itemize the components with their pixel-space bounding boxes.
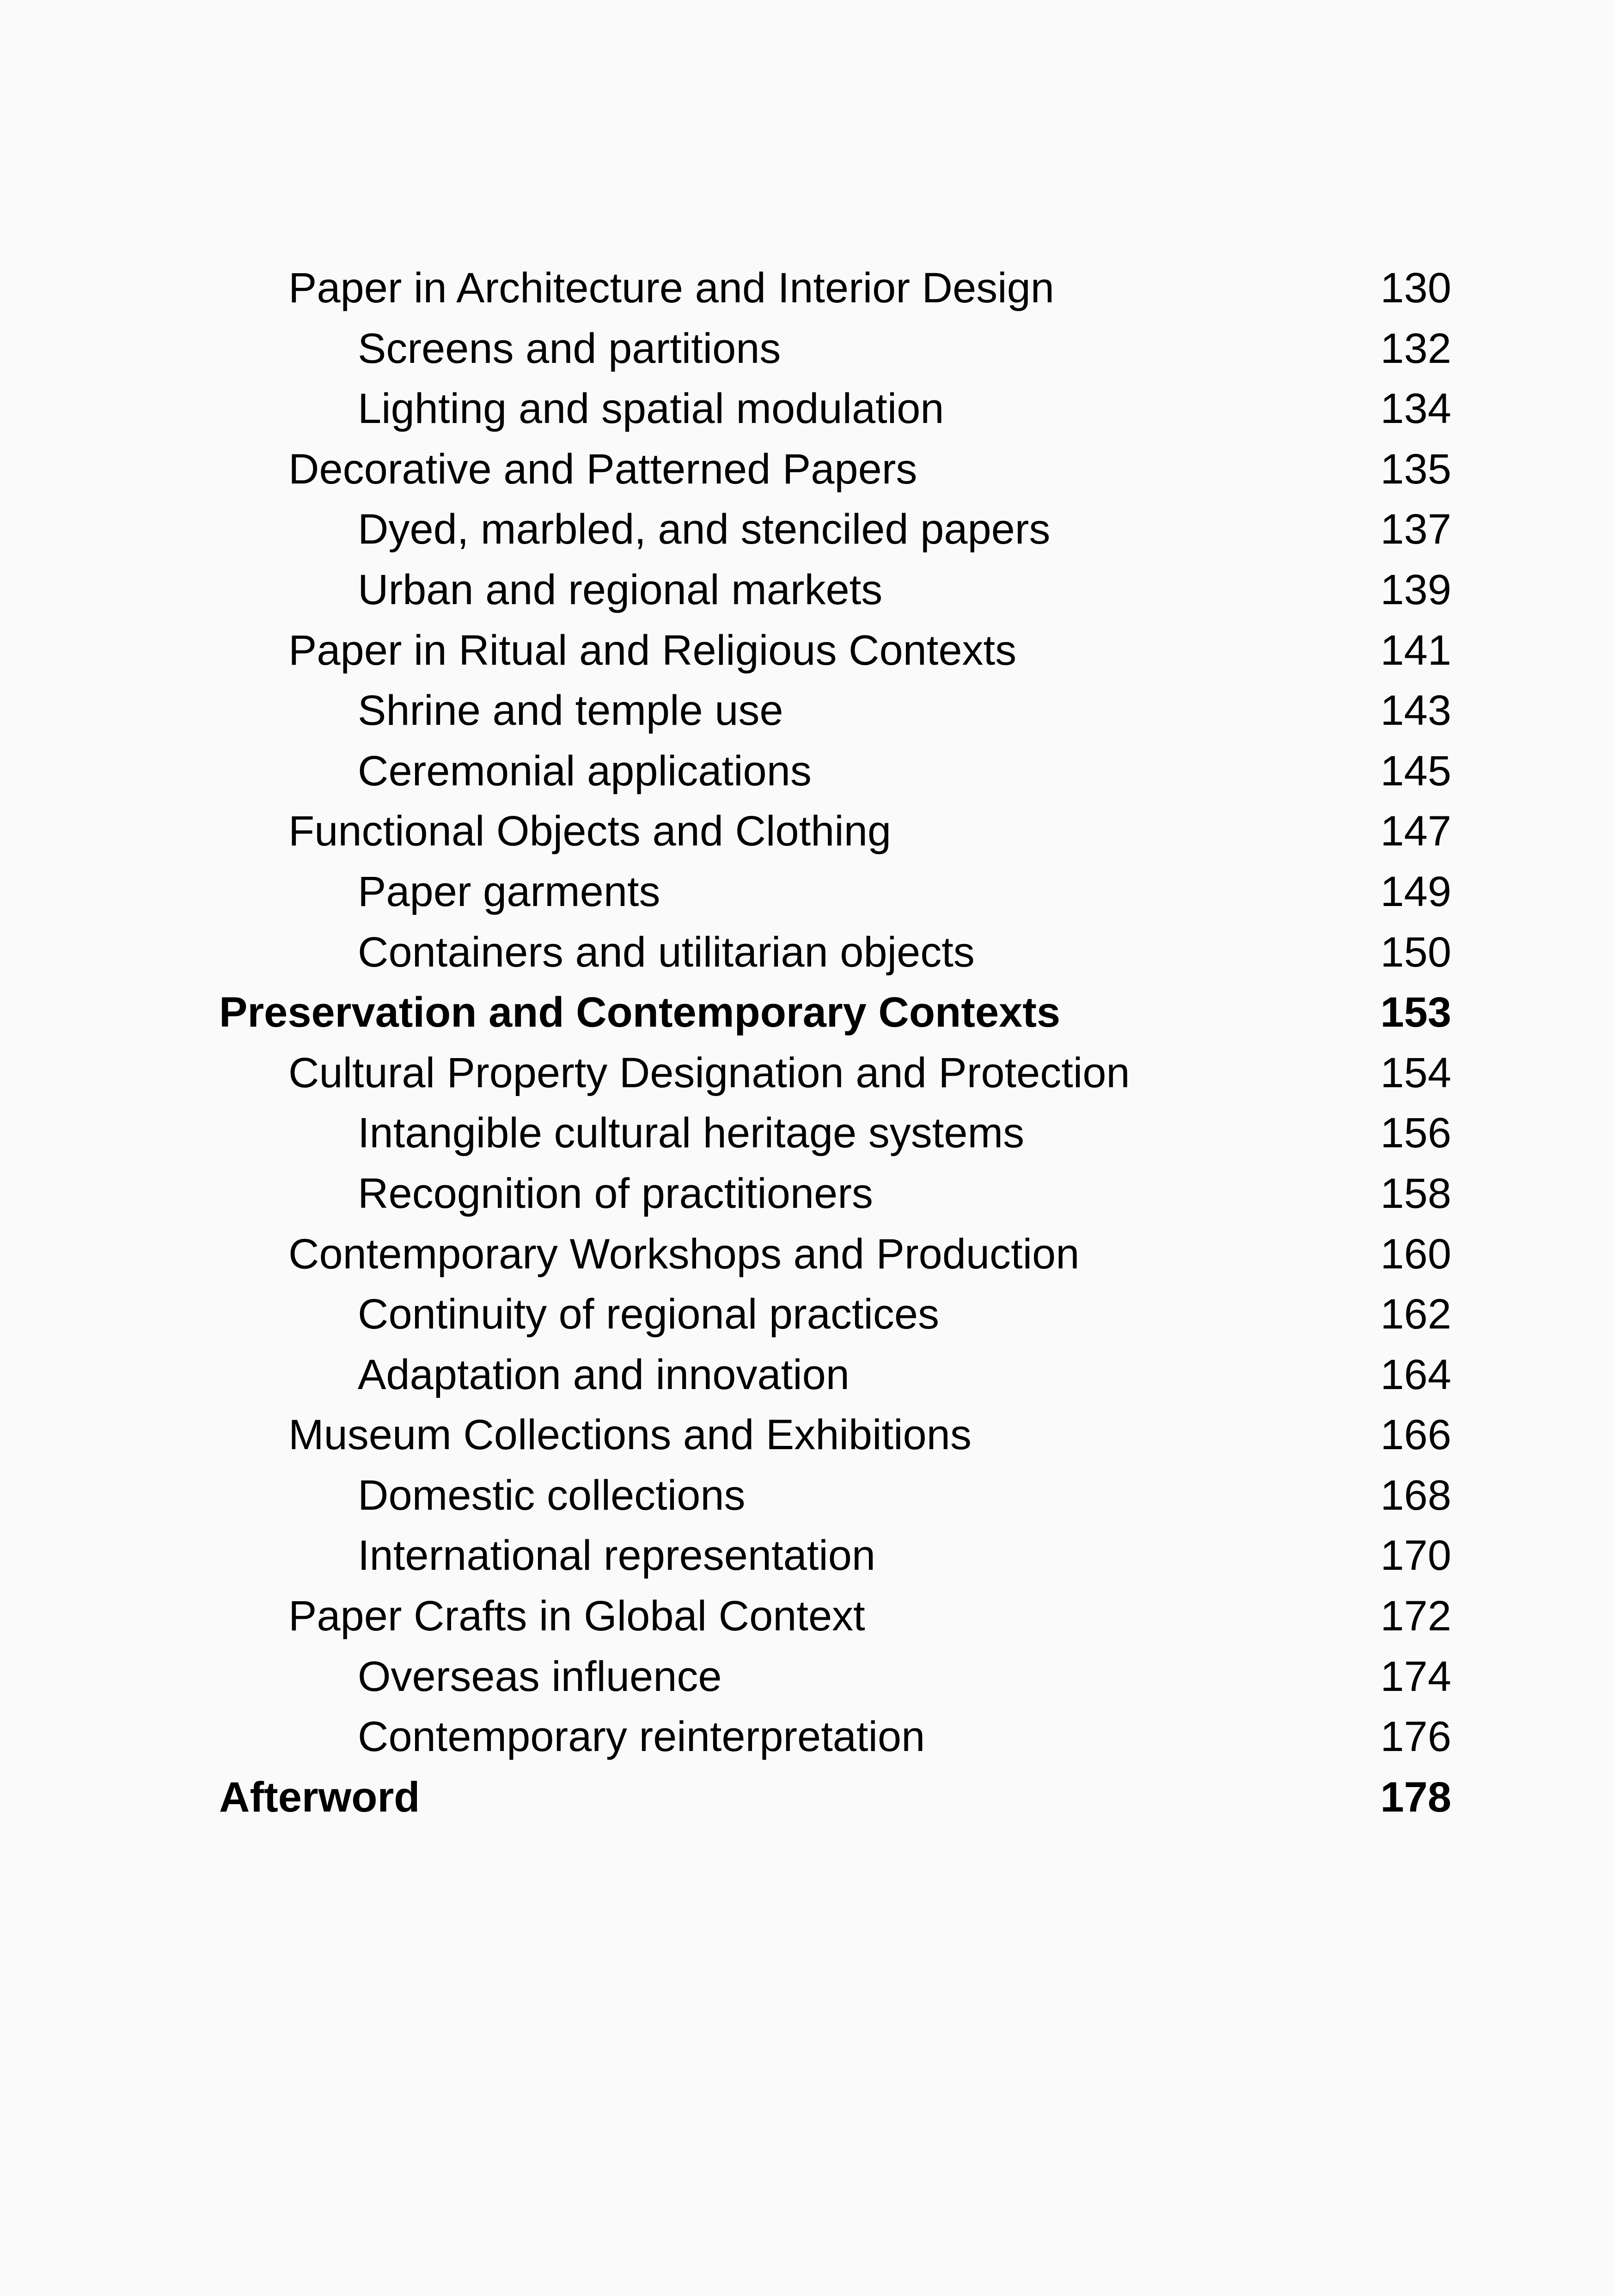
page-number: 170 [1380, 1532, 1451, 1580]
page-number: 166 [1380, 1411, 1451, 1459]
page-number: 134 [1380, 385, 1451, 433]
toc-section-title: Paper Crafts in Global Context [288, 1592, 865, 1640]
toc-subsection-title: Contemporary reinterpretation [358, 1713, 925, 1761]
toc-section-title: Contemporary Workshops and Production [288, 1230, 1080, 1278]
page-number: 147 [1380, 808, 1451, 855]
toc-subsection-title: Intangible cultural heritage systems [358, 1109, 1025, 1157]
toc-subsection-title: Overseas influence [358, 1653, 722, 1700]
toc-section-title: Cultural Property Designation and Protection [288, 1049, 1130, 1096]
page-number: 132 [1380, 325, 1451, 372]
toc-subsection-entry [219, 741, 1451, 802]
toc-subsection-title: Continuity of regional practices [358, 1291, 939, 1338]
toc-subsection-title: Containers and utilitarian objects [358, 928, 975, 976]
page-number: 158 [1380, 1169, 1451, 1217]
toc-section-title: Decorative and Patterned Papers [288, 445, 917, 493]
toc-subsection-entry [219, 1163, 1451, 1224]
toc-subsection-entry [219, 862, 1451, 922]
toc-subsection-entry [219, 1284, 1451, 1345]
toc-subsection-entry [219, 1707, 1451, 1767]
toc-subsection-entry [219, 318, 1451, 379]
toc-section-entry [219, 439, 1451, 500]
page-number: 164 [1380, 1351, 1451, 1398]
toc-chapter-title: Preservation and Contemporary Contexts [219, 989, 1061, 1036]
page-number: 145 [1380, 747, 1451, 795]
toc-subsection-title: Recognition of practitioners [358, 1169, 873, 1217]
toc-subsection-title: Urban and regional markets [358, 566, 883, 613]
page-number: 150 [1380, 928, 1451, 976]
page-number: 176 [1380, 1713, 1451, 1761]
toc-subsection-entry [219, 1345, 1451, 1405]
toc-subsection-entry [219, 1465, 1451, 1526]
toc-subsection-entry [219, 1103, 1451, 1163]
page-number: 172 [1380, 1592, 1451, 1640]
toc-subsection-entry [219, 1647, 1451, 1707]
toc-chapter-entry [219, 982, 1451, 1043]
toc-section-entry [219, 1224, 1451, 1285]
toc-section-title: Functional Objects and Clothing [288, 808, 892, 855]
toc-section-entry [219, 620, 1451, 681]
toc-subsection-title: Paper garments [358, 868, 660, 915]
page-number: 149 [1380, 868, 1451, 915]
toc-section-entry [219, 801, 1451, 862]
toc-section-title: Paper in Ritual and Religious Contexts [288, 626, 1017, 674]
page-number: 160 [1380, 1230, 1451, 1278]
toc-section-entry [219, 258, 1451, 318]
page-number: 130 [1380, 264, 1451, 312]
page-number: 135 [1380, 445, 1451, 493]
page-number: 139 [1380, 566, 1451, 613]
page-number: 137 [1380, 506, 1451, 553]
toc-section-entry [219, 1405, 1451, 1465]
toc-chapter-title: Afterword [219, 1773, 420, 1821]
toc-section-title: Museum Collections and Exhibitions [288, 1411, 972, 1459]
toc-subsection-title: Screens and partitions [358, 325, 781, 372]
page-number: 153 [1380, 989, 1451, 1036]
table-of-contents [219, 258, 1451, 1827]
toc-subsection-title: Lighting and spatial modulation [358, 385, 944, 433]
page-number: 174 [1380, 1653, 1451, 1700]
toc-subsection-entry [219, 499, 1451, 560]
toc-subsection-entry [219, 680, 1451, 741]
toc-section-title: Paper in Architecture and Interior Design [288, 264, 1054, 312]
toc-subsection-entry [219, 922, 1451, 983]
toc-subsection-entry [219, 560, 1451, 620]
toc-subsection-title: Domestic collections [358, 1471, 746, 1519]
page-number: 141 [1380, 626, 1451, 674]
page-number: 178 [1380, 1773, 1451, 1821]
toc-subsection-title: Adaptation and innovation [358, 1351, 850, 1398]
page-number: 162 [1380, 1291, 1451, 1338]
toc-subsection-title: Dyed, marbled, and stenciled papers [358, 506, 1051, 553]
toc-subsection-title: International representation [358, 1532, 876, 1580]
page-number: 156 [1380, 1109, 1451, 1157]
toc-chapter-entry [219, 1767, 1451, 1828]
page-number: 154 [1380, 1049, 1451, 1096]
page-number: 168 [1380, 1471, 1451, 1519]
toc-section-entry [219, 1043, 1451, 1103]
toc-section-entry [219, 1586, 1451, 1647]
page-number: 143 [1380, 687, 1451, 735]
toc-subsection-title: Shrine and temple use [358, 687, 783, 735]
toc-subsection-entry [219, 379, 1451, 439]
toc-subsection-title: Ceremonial applications [358, 747, 812, 795]
toc-subsection-entry [219, 1525, 1451, 1586]
